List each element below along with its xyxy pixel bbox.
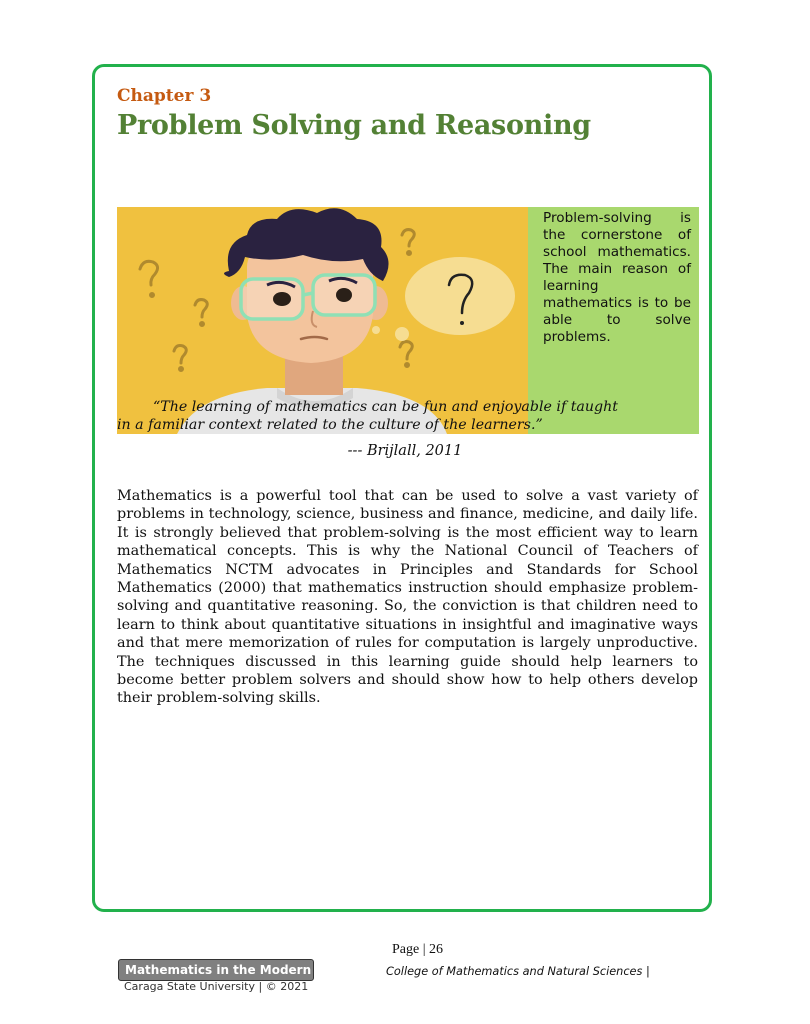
body-paragraph: Mathematics is a powerful tool that can be used to solve a vast variety of problems in technology, science, business and finance, medicine, and daily life. It is strongly believed that problem-solving is the most efficient way to learn mathematical concepts. This is why the National Council of Teachers of Mathematics NCTM advocates in Principles and Standards for School Mathematics (2000) that mathematics instruction should emphasize problem-solving and quantitative reasoning. So, the conviction is that children need to learn to think about quantitative situations in insightful and imaginative ways and that mere memorization of rules for computation is largely unproductive. The techniques discussed in this learning guide should help learners to become better problem solvers and should show how to help others develop their problem-solving skills.	[117, 488, 698, 707]
thought-bubble	[405, 257, 515, 335]
quote-line-2: in a familiar context related to the culture of the learners.”	[117, 416, 543, 433]
college-name: College of Mathematics and Natural Sciences |	[386, 965, 650, 978]
course-badge	[118, 959, 355, 981]
course-title: Mathematics in the Modern World	[125, 963, 355, 977]
hero-banner	[117, 207, 699, 434]
chapter-label: Chapter 3	[117, 86, 212, 106]
quote-line-1: “The learning of mathematics can be fun and enjoyable if taught	[153, 399, 618, 415]
key-point-text: Problem-solving is the cornerstone of school mathematics. The main reason of learning mathematics is to be able to solve problems.	[543, 210, 691, 345]
chapter-title: Problem Solving and Reasoning	[117, 110, 591, 141]
page-number: Page | 26	[392, 942, 444, 957]
university-credit: Caraga State University | © 2021	[124, 980, 309, 993]
quote-attribution: --- Brijlall, 2011	[347, 443, 463, 459]
pull-quote	[117, 399, 699, 434]
